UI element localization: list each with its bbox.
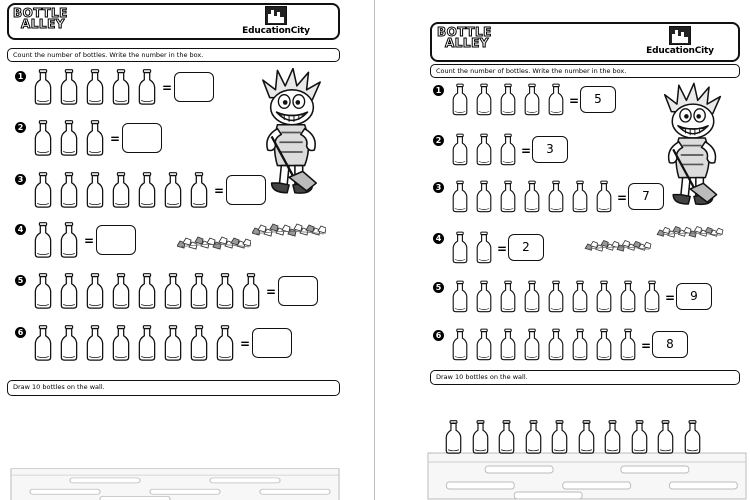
bottle-icon — [572, 328, 588, 365]
broken-glass-rubble — [252, 219, 326, 241]
instruction-bar: Count the number of bottles. Write the number in the box. — [430, 64, 740, 78]
bottle-icon — [216, 273, 234, 313]
sweeper-mascot-illustration — [660, 82, 726, 216]
wall-bottle-icon — [657, 420, 674, 458]
bottle-icon — [452, 180, 468, 217]
equals-sign: = — [617, 190, 628, 205]
wall-bottle-icon — [631, 420, 648, 458]
bottle-icon — [620, 328, 636, 365]
wall-bottle-icon — [578, 420, 595, 458]
brick-wall — [427, 452, 747, 500]
bottle-icon — [112, 273, 130, 313]
worksheet-title — [13, 8, 68, 31]
bottle-icon — [242, 273, 260, 313]
answer-box[interactable]: 5 — [580, 86, 616, 113]
bottle-icon — [500, 133, 516, 170]
bottle-icon — [112, 325, 130, 365]
wall-bottle-icon — [445, 420, 462, 458]
title-line-1: BOTTLE — [437, 25, 492, 39]
question-number-badge: 4 — [15, 224, 26, 235]
bottle-icon — [60, 69, 78, 109]
bottle-icon — [190, 172, 208, 212]
wall-bottle-icon — [472, 420, 489, 458]
education-city-logo — [644, 26, 716, 56]
bottle-icon — [476, 133, 492, 170]
bottle-icon — [112, 172, 130, 212]
question-number-badge: 1 — [15, 71, 26, 82]
title-line-1: BOTTLE — [13, 6, 68, 20]
equals-sign: = — [641, 338, 652, 353]
answer-box[interactable] — [278, 276, 318, 306]
worksheet-title — [437, 27, 492, 50]
bottle-icon — [60, 120, 78, 160]
city-skyline-icon — [265, 6, 287, 25]
bottle-icon — [164, 273, 182, 313]
bottle-icon — [548, 328, 564, 365]
brand-name: EducationCity — [646, 46, 714, 56]
question-number-badge: 3 — [433, 182, 444, 193]
bottle-icon — [60, 325, 78, 365]
bottle-icon — [524, 180, 540, 217]
bottle-icon — [500, 83, 516, 120]
equals-sign: = — [497, 241, 508, 256]
answer-box[interactable] — [252, 328, 292, 358]
bottle-icon — [596, 180, 612, 217]
bottle-icon — [60, 273, 78, 313]
bottle-icon — [164, 172, 182, 212]
answer-box[interactable] — [174, 72, 214, 102]
question-number-badge: 2 — [433, 135, 444, 146]
bottle-icon — [572, 180, 588, 217]
bottle-icon — [138, 172, 156, 212]
bottle-icon — [190, 273, 208, 313]
bottle-icon — [500, 180, 516, 217]
question-number-badge: 6 — [433, 330, 444, 341]
wall-bottle-icon — [684, 420, 701, 458]
bottle-icon — [86, 120, 104, 160]
bottle-icon — [524, 83, 540, 120]
bottle-icon — [112, 69, 130, 109]
bottle-icon — [60, 222, 78, 262]
bottle-icon — [452, 133, 468, 170]
bottle-icon — [34, 222, 52, 262]
wall-bottle-icon — [604, 420, 621, 458]
task-two-bar: Draw 10 bottles on the wall. — [430, 370, 740, 385]
equals-sign: = — [240, 337, 251, 351]
equals-sign: = — [266, 285, 277, 299]
education-city-logo — [240, 6, 312, 36]
bottle-icon — [476, 180, 492, 217]
city-skyline-icon — [669, 26, 691, 45]
question-number-badge: 5 — [433, 282, 444, 293]
bottle-icon — [500, 328, 516, 365]
answer-box[interactable]: 9 — [676, 283, 712, 310]
bottle-icon — [86, 172, 104, 212]
bottle-icon — [138, 273, 156, 313]
bottle-icon — [452, 231, 468, 268]
answer-box[interactable]: 3 — [532, 136, 568, 163]
bottle-icon — [596, 328, 612, 365]
title-line-2: ALLEY — [445, 36, 489, 51]
equals-sign: = — [569, 93, 580, 108]
equals-sign: = — [162, 81, 173, 95]
bottle-icon — [86, 69, 104, 109]
question-number-badge: 5 — [15, 275, 26, 286]
bottle-icon — [60, 172, 78, 212]
bottle-icon — [164, 325, 182, 365]
broken-glass-rubble — [177, 232, 251, 254]
brand-name: EducationCity — [242, 26, 310, 36]
answer-box[interactable] — [122, 123, 162, 153]
bottle-icon — [500, 280, 516, 317]
title-line-2: ALLEY — [21, 17, 65, 32]
answer-box[interactable]: 7 — [628, 183, 664, 210]
question-number-badge: 2 — [15, 122, 26, 133]
bottle-icon — [476, 83, 492, 120]
bottle-icon — [476, 231, 492, 268]
bottle-icon — [86, 325, 104, 365]
bottle-icon — [216, 325, 234, 365]
equals-sign: = — [84, 234, 95, 248]
bottle-icon — [34, 273, 52, 313]
question-number-badge: 1 — [433, 85, 444, 96]
wall-bottle-icon — [498, 420, 515, 458]
question-number-badge: 4 — [433, 233, 444, 244]
bottle-icon — [190, 325, 208, 365]
bottle-icon — [138, 69, 156, 109]
bottle-icon — [524, 280, 540, 317]
bottle-icon — [34, 172, 52, 212]
bottle-icon — [548, 280, 564, 317]
bottle-icon — [596, 280, 612, 317]
question-number-badge: 6 — [15, 327, 26, 338]
broken-glass-rubble — [583, 236, 653, 256]
bottle-icon — [452, 280, 468, 317]
equals-sign: = — [521, 143, 532, 158]
brick-wall — [10, 468, 340, 500]
instruction-bar: Count the number of bottles. Write the number in the box. — [7, 48, 340, 62]
bottle-icon — [138, 325, 156, 365]
bottle-icon — [86, 273, 104, 313]
broken-glass-rubble — [655, 222, 725, 242]
equals-sign: = — [665, 290, 676, 305]
worksheet-answers — [375, 0, 750, 500]
answer-box[interactable] — [96, 225, 136, 255]
bottle-icon — [476, 328, 492, 365]
bottle-icon — [644, 280, 660, 317]
bottle-icon — [34, 120, 52, 160]
bottle-icon — [476, 280, 492, 317]
equals-sign: = — [214, 184, 225, 198]
wall-bottle-icon — [525, 420, 542, 458]
bottle-icon — [620, 280, 636, 317]
sweeper-mascot-illustration — [258, 68, 326, 204]
bottle-icon — [34, 325, 52, 365]
answer-box[interactable]: 8 — [652, 331, 688, 358]
bottle-icon — [548, 180, 564, 217]
wall-bottle-icon — [551, 420, 568, 458]
answer-box[interactable]: 2 — [508, 234, 544, 261]
bottle-icon — [524, 328, 540, 365]
bottle-icon — [548, 83, 564, 120]
equals-sign: = — [110, 132, 121, 146]
question-number-badge: 3 — [15, 174, 26, 185]
bottle-icon — [452, 328, 468, 365]
bottle-icon — [572, 280, 588, 317]
bottle-icon — [452, 83, 468, 120]
bottle-icon — [34, 69, 52, 109]
task-two-bar: Draw 10 bottles on the wall. — [7, 380, 340, 396]
